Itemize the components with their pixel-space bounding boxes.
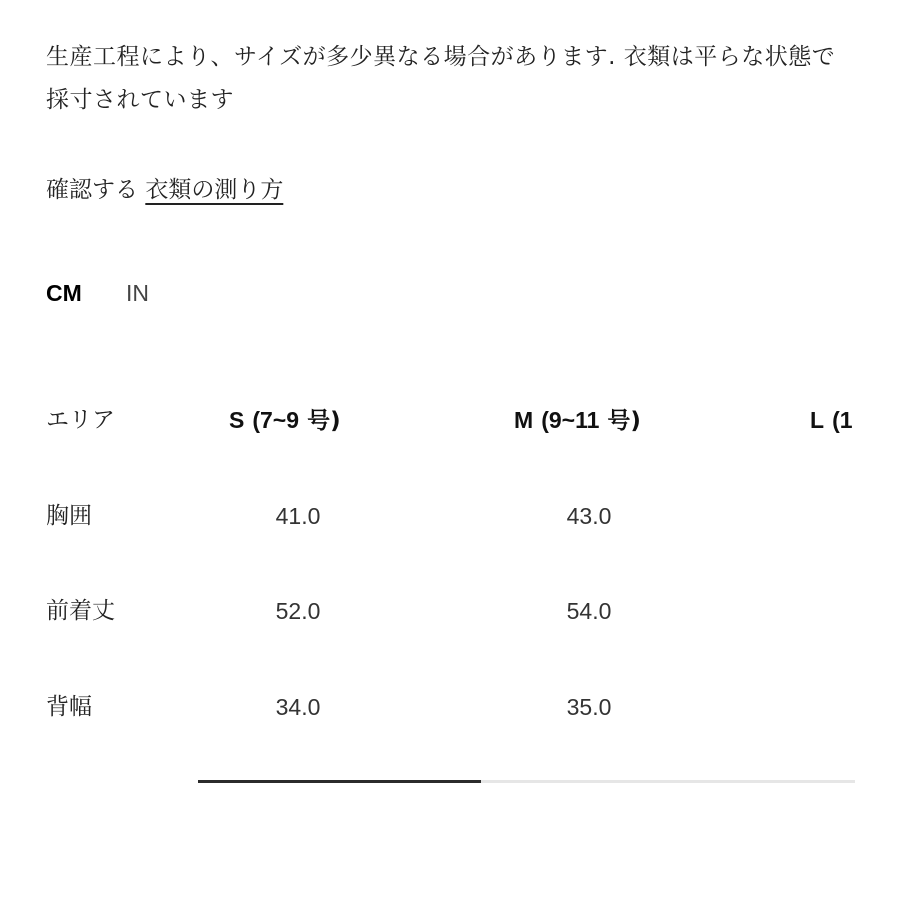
- guide-prefix: 確認する: [46, 177, 138, 203]
- row-label-back-width: 背幅: [46, 694, 92, 720]
- size-range: (9~11: [541, 407, 600, 433]
- unit-toggle: [46, 276, 149, 310]
- size-table-viewport[interactable]: [46, 390, 858, 760]
- horizontal-scrollbar[interactable]: [198, 780, 855, 783]
- value-bust-m: 43.0: [566, 503, 612, 529]
- size-letter: L: [810, 407, 825, 433]
- scrollbar-thumb[interactable]: [198, 780, 481, 783]
- row-label-front-length: 前着丈: [46, 598, 115, 624]
- value-back-width-m: 35.0: [566, 694, 612, 720]
- size-letter: S: [229, 407, 245, 433]
- unit-tab-in[interactable]: IN: [126, 280, 149, 306]
- header-size-s: [229, 400, 341, 441]
- header-size-m: [514, 400, 641, 441]
- size-suffix: 号): [607, 408, 641, 434]
- header-size-l: [810, 400, 853, 441]
- unit-tab-cm[interactable]: CM: [46, 280, 82, 306]
- size-letter: M: [514, 407, 534, 433]
- how-to-measure-link[interactable]: 衣類の測り方: [145, 177, 284, 203]
- measurement-notice: 生産工程により、サイズが多少異なる場合があります. 衣類は平らな状態で採寸されています: [46, 44, 836, 113]
- value-front-length-s: 52.0: [275, 598, 321, 624]
- value-back-width-s: 34.0: [275, 694, 321, 720]
- row-label-bust: 胸囲: [46, 503, 92, 529]
- header-area: エリア: [46, 407, 115, 433]
- value-front-length-m: 54.0: [566, 598, 612, 624]
- measurement-guide-row: [46, 170, 283, 210]
- value-bust-s: 41.0: [275, 503, 321, 529]
- size-range: (7~9: [252, 407, 300, 433]
- size-range: (1: [832, 407, 853, 433]
- size-suffix: 号): [307, 408, 341, 434]
